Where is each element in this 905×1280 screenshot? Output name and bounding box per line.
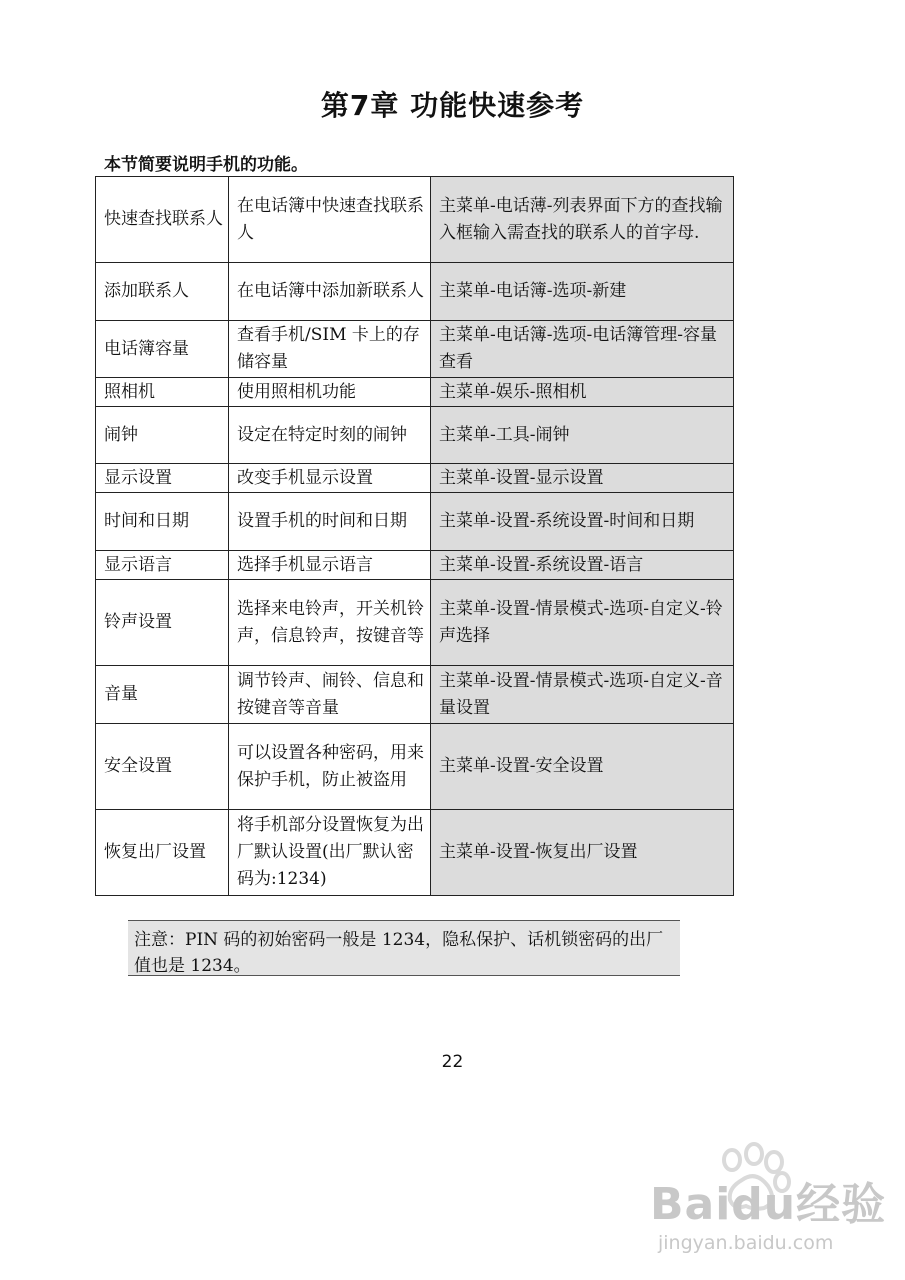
table-row xyxy=(96,177,734,263)
table-row xyxy=(96,464,734,493)
table-row xyxy=(96,263,734,321)
menu-path: 主菜单-工具-闹钟 xyxy=(431,407,734,464)
function-reference-table xyxy=(95,176,734,896)
function-name: 电话簿容量 xyxy=(96,321,229,378)
function-description: 可以设置各种密码，用来保护手机，防止被盗用 xyxy=(229,724,431,810)
table-row xyxy=(96,321,734,378)
function-description: 在电话簿中快速查找联系人 xyxy=(229,177,431,263)
function-description: 选择来电铃声，开关机铃声，信息铃声，按键音等 xyxy=(229,580,431,666)
table-row xyxy=(96,580,734,666)
menu-path: 主菜单-电话簿-选项-电话簿管理-容量查看 xyxy=(431,321,734,378)
function-description: 设定在特定时刻的闹钟 xyxy=(229,407,431,464)
menu-path: 主菜单-设置-恢复出厂设置 xyxy=(431,810,734,896)
function-name: 显示语言 xyxy=(96,551,229,580)
menu-path: 主菜单-设置-显示设置 xyxy=(431,464,734,493)
function-description: 在电话簿中添加新联系人 xyxy=(229,263,431,321)
watermark-url: jingyan.baidu.com xyxy=(658,1232,834,1254)
watermark-brand: Baidu经验 xyxy=(650,1179,887,1230)
function-name: 显示设置 xyxy=(96,464,229,493)
menu-path: 主菜单-娱乐-照相机 xyxy=(431,378,734,407)
function-name: 照相机 xyxy=(96,378,229,407)
table-row xyxy=(96,493,734,551)
menu-path: 主菜单-设置-情景模式-选项-自定义-铃声选择 xyxy=(431,580,734,666)
function-name: 时间和日期 xyxy=(96,493,229,551)
chapter-title: 第7章 功能快速参考 xyxy=(320,89,585,122)
menu-path: 主菜单-设置-系统设置-语言 xyxy=(431,551,734,580)
function-name: 闹钟 xyxy=(96,407,229,464)
table-row xyxy=(96,378,734,407)
function-description: 改变手机显示设置 xyxy=(229,464,431,493)
table-row xyxy=(96,551,734,580)
page-number: 22 xyxy=(441,1052,464,1072)
menu-path: 主菜单-设置-安全设置 xyxy=(431,724,734,810)
function-name: 铃声设置 xyxy=(96,580,229,666)
menu-path: 主菜单-电话薄-列表界面下方的查找输入框输入需查找的联系人的首字母. xyxy=(431,177,734,263)
function-name: 快速查找联系人 xyxy=(96,177,229,263)
menu-path: 主菜单-设置-情景模式-选项-自定义-音量设置 xyxy=(431,666,734,724)
function-name: 添加联系人 xyxy=(96,263,229,321)
menu-path: 主菜单-设置-系统设置-时间和日期 xyxy=(431,493,734,551)
table-row xyxy=(96,407,734,464)
section-intro: 本节简要说明手机的功能。 xyxy=(104,155,308,175)
function-name: 恢复出厂设置 xyxy=(96,810,229,896)
note-box: 注意：PIN 码的初始密码一般是 1234，隐私保护、话机锁密码的出厂值也是 1234。 xyxy=(128,920,680,976)
function-name: 安全设置 xyxy=(96,724,229,810)
function-name: 音量 xyxy=(96,666,229,724)
menu-path: 主菜单-电话簿-选项-新建 xyxy=(431,263,734,321)
function-description: 查看手机/SIM 卡上的存储容量 xyxy=(229,321,431,378)
function-description: 使用照相机功能 xyxy=(229,378,431,407)
function-description: 设置手机的时间和日期 xyxy=(229,493,431,551)
function-description: 将手机部分设置恢复为出厂默认设置(出厂默认密码为:1234) xyxy=(229,810,431,896)
table-row xyxy=(96,666,734,724)
function-description: 调节铃声、闹铃、信息和按键音等音量 xyxy=(229,666,431,724)
table-row xyxy=(96,724,734,810)
function-description: 选择手机显示语言 xyxy=(229,551,431,580)
table-row xyxy=(96,810,734,896)
